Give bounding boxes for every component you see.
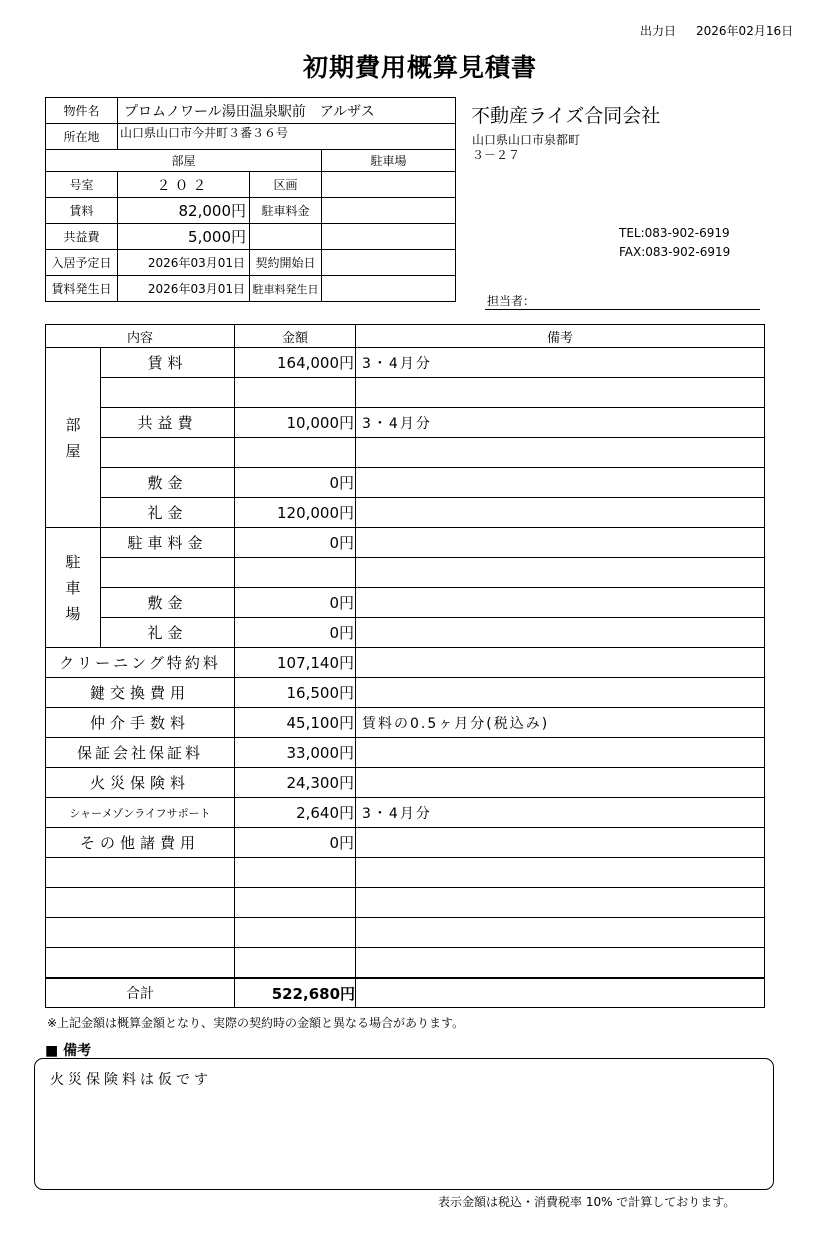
output-date-value: 2026年02月16日 [696,24,794,38]
cost-row [46,918,765,948]
cost-row [46,888,765,918]
cost-item-label: その他諸費用 [46,828,235,858]
address-label: 所在地 [46,124,118,150]
cost-item-label [101,558,235,588]
cost-item-label [101,438,235,468]
cost-item-label: 火災保険料 [46,768,235,798]
cost-item-label [46,948,235,979]
parking-start-value [322,276,456,302]
cost-row [46,798,765,828]
cost-row [46,348,765,378]
property-address: 山口県山口市今井町３番３６号 [118,124,456,150]
cost-item-label: 仲介手数料 [46,708,235,738]
cost-item-amount [235,438,356,468]
property-name: プロムノワール湯田温泉駅前 アルザス [118,98,456,124]
cost-row [46,738,765,768]
rent-start-date: 2026年03月01日 [118,276,250,302]
parking-fee-value [322,198,456,224]
cost-row [46,558,765,588]
cost-item-amount [235,948,356,979]
cost-item-amount: 10,000円 [235,408,356,438]
company-address [472,133,580,163]
header-amount: 金額 [235,325,356,348]
tax-note: 表示金額は税込・消費税率 10% で計算しております。 [438,1195,736,1209]
cost-item-amount [235,558,356,588]
cost-row [46,768,765,798]
cost-row [46,828,765,858]
cost-row [46,468,765,498]
remarks-text: 火災保険料は仮です [50,1072,212,1088]
cost-item-label: シャーメゾンライフサポート [46,798,235,828]
cost-table [45,324,765,1008]
cost-row [46,408,765,438]
cost-item-amount [235,858,356,888]
cost-item-amount: 0円 [235,528,356,558]
cost-row [46,948,765,979]
contract-start-value [322,250,456,276]
room-number-label: 号室 [46,172,118,198]
cost-row [46,378,765,408]
rent-label: 賃料 [46,198,118,224]
company-name: 不動産ライズ合同会社 [471,105,661,127]
cost-item-note [356,648,765,678]
cost-item-amount [235,378,356,408]
cost-item-note [356,528,765,558]
cost-item-amount: 16,500円 [235,678,356,708]
disclaimer: ※上記金額は概算金額となり、実際の契約時の金額と異なる場合があります。 [47,1016,465,1030]
contract-start-label: 契約開始日 [250,250,322,276]
parking-fee-label: 駐車料金 [250,198,322,224]
rent-value: 82,000円 [118,198,250,224]
cost-item-note [356,738,765,768]
cost-item-label: 鍵交換費用 [46,678,235,708]
cost-item-amount: 164,000円 [235,348,356,378]
cost-item-note [356,678,765,708]
company-address-line2: ３－２７ [472,148,521,162]
cost-row [46,708,765,738]
cost-item-label: 敷金 [101,588,235,618]
cost-item-note [356,498,765,528]
cost-item-note [356,378,765,408]
cost-item-note [356,858,765,888]
cost-item-note [356,588,765,618]
cost-row [46,588,765,618]
cost-item-note [356,438,765,468]
cost-item-note [356,768,765,798]
cost-row [46,678,765,708]
cost-item-amount: 33,000円 [235,738,356,768]
move-in-label: 入居予定日 [46,250,118,276]
common-fee-value: 5,000円 [118,224,250,250]
company-contact [619,224,730,262]
cost-row [46,528,765,558]
cost-item-label: 保証会社保証料 [46,738,235,768]
company-tel: TEL:083-902-6919 [619,226,730,240]
page-title: 初期費用概算見積書 [302,53,537,82]
cost-item-label: 礼金 [101,618,235,648]
property-name-label: 物件名 [46,98,118,124]
cost-item-note [356,888,765,918]
output-date [640,22,793,39]
cost-item-note: 3・4月分 [356,798,765,828]
cost-item-amount: 0円 [235,618,356,648]
cost-row [46,618,765,648]
output-date-label: 出力日 [640,24,677,38]
cost-item-note [356,558,765,588]
cost-item-amount: 2,640円 [235,798,356,828]
cost-item-label [46,888,235,918]
header-content: 内容 [46,325,235,348]
cost-item-note [356,948,765,979]
parking-header: 駐車場 [322,150,456,172]
cost-item-amount: 107,140円 [235,648,356,678]
cost-item-label: 礼金 [101,498,235,528]
cost-item-label: 敷金 [101,468,235,498]
cost-item-label [46,918,235,948]
cost-item-note [356,468,765,498]
company-fax: FAX:083-902-6919 [619,245,731,259]
cost-row [46,648,765,678]
parking-start-label: 駐車料発生日 [250,276,322,302]
cost-item-amount: 0円 [235,828,356,858]
section-value [322,172,456,198]
rent-start-label: 賃料発生日 [46,276,118,302]
common-fee-label: 共益費 [46,224,118,250]
total-amount: 522,680円 [235,978,356,1008]
move-in-date: 2026年03月01日 [118,250,250,276]
cost-item-note: 3・4月分 [356,408,765,438]
cost-row [46,438,765,468]
room-header: 部屋 [46,150,322,172]
cost-item-amount [235,888,356,918]
staff-label: 担当者： [487,294,536,308]
cost-row [46,498,765,528]
cost-item-amount [235,918,356,948]
cost-item-note [356,618,765,648]
parking-group-label: 駐 車 場 [46,528,101,648]
cost-item-label: 駐車料金 [101,528,235,558]
cost-item-note [356,828,765,858]
remarks-box [34,1058,774,1190]
company-address-line1: 山口県山口市泉都町 [472,133,581,147]
room-number: ２０２ [118,172,250,198]
cost-item-amount: 45,100円 [235,708,356,738]
cost-item-note: 3・4月分 [356,348,765,378]
property-info-table [45,97,456,302]
remarks-heading: ■ 備考 [45,1043,92,1059]
cost-item-amount: 120,000円 [235,498,356,528]
cost-item-amount: 24,300円 [235,768,356,798]
cost-row [46,858,765,888]
cost-item-label: 賃料 [101,348,235,378]
cost-item-label [101,378,235,408]
cost-item-amount: 0円 [235,468,356,498]
cost-item-note [356,918,765,948]
cost-item-amount: 0円 [235,588,356,618]
cost-item-label: クリーニング特約料 [46,648,235,678]
room-group-label: 部 屋 [46,348,101,528]
section-label: 区画 [250,172,322,198]
staff-signature-line [485,309,760,310]
cost-item-label: 共益費 [101,408,235,438]
cost-item-label [46,858,235,888]
total-note [356,978,765,1008]
total-label: 合計 [46,978,235,1008]
header-remarks: 備考 [356,325,765,348]
cost-item-note: 賃料の0.5ヶ月分(税込み) [356,708,765,738]
